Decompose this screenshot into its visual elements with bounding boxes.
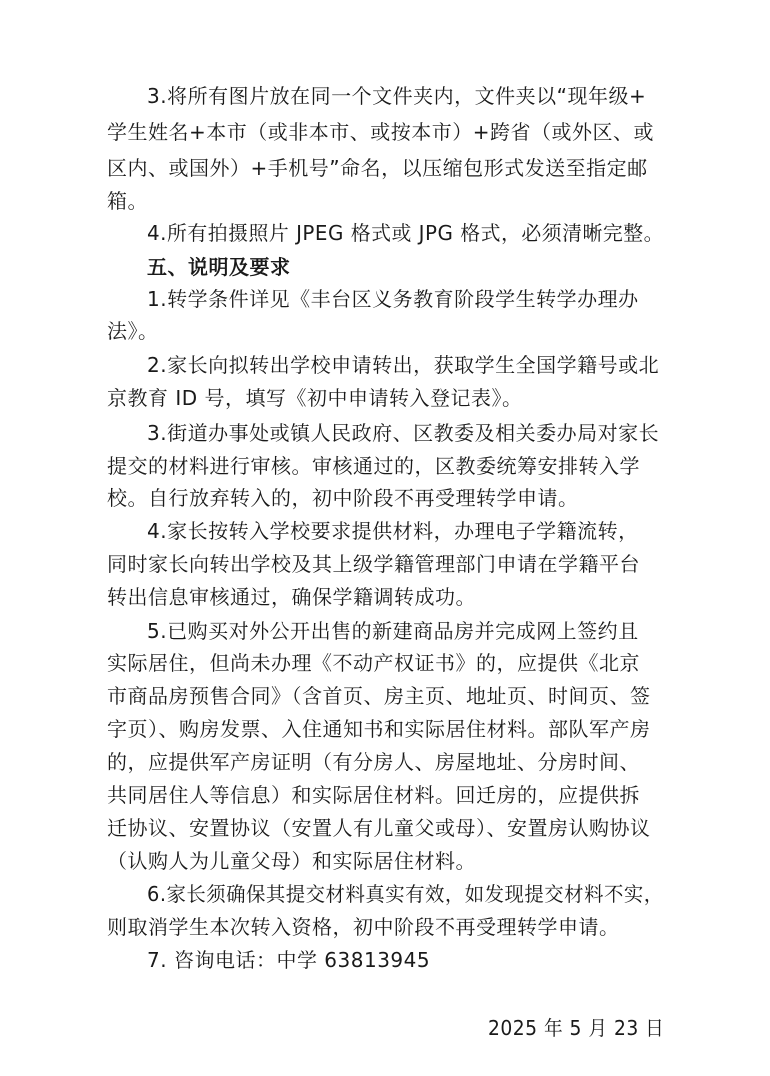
body-line: 则取消学生本次转入资格，初中阶段不再受理转学申请。 [107,915,620,939]
section-heading: 五、说明及要求 [147,255,291,279]
body-line: 1.转学条件详见《丰台区义务教育阶段学生转学办理办 [147,287,639,311]
body-line: 转出信息审核通过，确保学籍调转成功。 [107,585,476,609]
body-line: （认购人为儿童父母）和实际居住材料。 [107,849,476,873]
body-line: 的，应提供军产房证明（有分房人、房屋地址、分房时间、 [107,750,640,774]
body-line: 7. 咨询电话：中学 63813945 [147,948,431,972]
body-line: 2.家长向拟转出学校申请转出，获取学生全国学籍号或北 [147,353,660,377]
body-line: 5.已购买对外公开出售的新建商品房并完成网上签约且 [147,619,639,643]
body-line: 实际居住，但尚未办理《不动产权证书》的，应提供《北京 [107,651,640,675]
body-line: 4.所有拍摄照片 JPEG 格式或 JPG 格式，必须清晰完整。 [147,221,665,245]
body-line: 市商品房预售合同》（含首页、房主页、地址页、时间页、签 [107,684,651,708]
body-line: 迁协议、安置协议（安置人有儿童父或母）、安置房认购协议 [107,816,651,840]
body-line: 箱。 [107,189,148,213]
body-line: 校。自行放弃转入的，初中阶段不再受理转学申请。 [107,486,579,510]
body-line: 法》。 [107,319,159,343]
body-line: 提交的材料进行审核。审核通过的，区教委统筹安排转入学 [107,454,640,478]
body-line: 6.家长须确保其提交材料真实有效，如发现提交材料不实， [147,882,664,906]
body-line: 学生姓名+本市（或非本市、或按本市）+跨省（或外区、或 [107,120,655,144]
body-line: 同时家长向转出学校及其上级学籍管理部门申请在学籍平台 [107,552,640,576]
body-line: 3.街道办事处或镇人民政府、区教委及相关委办局对家长 [147,421,660,445]
body-line: 区内、或国外）+手机号”命名，以压缩包形式发送至指定邮 [107,156,648,180]
body-line: 字页）、购房发票、入住通知书和实际居住材料。部队军产房 [107,717,651,741]
body-line: 4.家长按转入学校要求提供材料，办理电子学籍流转， [147,519,639,543]
body-line: 3.将所有图片放在同一个文件夹内，文件夹以“现年级+ [147,84,647,108]
body-line: 京教育 ID 号，填写《初中申请转入登记表》。 [107,386,523,410]
body-line: 共同居住人等信息）和实际居住材料。回迁房的，应提供拆 [107,783,640,807]
document-date: 2025 年 5 月 23 日 [488,1016,665,1040]
